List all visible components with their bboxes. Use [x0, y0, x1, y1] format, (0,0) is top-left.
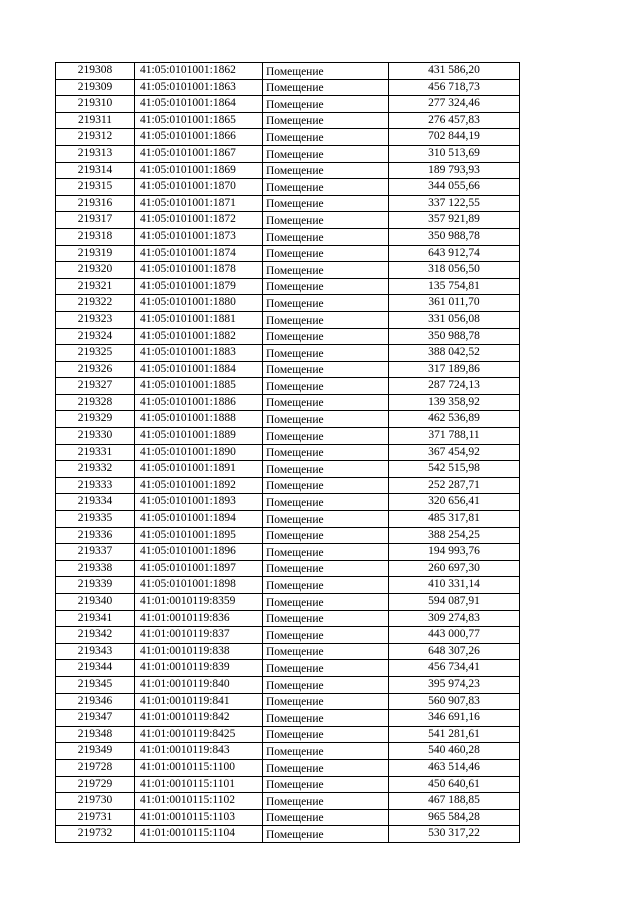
cadastral-number-cell: 41:05:0101001:1872: [135, 212, 263, 229]
row-number-cell: 219337: [56, 544, 135, 561]
value-cell: 135 754,81: [389, 278, 520, 295]
value-cell: 643 912,74: [389, 245, 520, 262]
cadastral-number-cell: 41:05:0101001:1865: [135, 112, 263, 129]
cadastral-number-cell: 41:01:0010115:1100: [135, 759, 263, 776]
value-cell: 388 254,25: [389, 527, 520, 544]
table-row: [56, 262, 520, 279]
table-row: [56, 96, 520, 113]
table-row: [56, 726, 520, 743]
value-cell: 346 691,16: [389, 710, 520, 727]
value-cell: 318 056,50: [389, 262, 520, 279]
cadastral-number-cell: 41:05:0101001:1869: [135, 162, 263, 179]
row-number-cell: 219347: [56, 710, 135, 727]
object-type-cell: Помещение: [263, 96, 389, 113]
object-type-cell: Помещение: [263, 594, 389, 611]
value-cell: 357 921,89: [389, 212, 520, 229]
object-type-cell: Помещение: [263, 776, 389, 793]
object-type-cell: Помещение: [263, 411, 389, 428]
object-type-cell: Помещение: [263, 278, 389, 295]
cadastral-number-cell: 41:05:0101001:1862: [135, 63, 263, 80]
table-row: [56, 228, 520, 245]
row-number-cell: 219343: [56, 643, 135, 660]
row-number-cell: 219326: [56, 361, 135, 378]
table-row: [56, 361, 520, 378]
row-number-cell: 219729: [56, 776, 135, 793]
cadastral-number-cell: 41:05:0101001:1896: [135, 544, 263, 561]
table-row: [56, 212, 520, 229]
value-cell: 648 307,26: [389, 643, 520, 660]
value-cell: 371 788,11: [389, 428, 520, 445]
value-cell: 965 584,28: [389, 809, 520, 826]
cadastral-number-cell: 41:05:0101001:1893: [135, 494, 263, 511]
object-type-cell: Помещение: [263, 428, 389, 445]
cadastral-number-cell: 41:05:0101001:1873: [135, 228, 263, 245]
cadastral-number-cell: 41:05:0101001:1880: [135, 295, 263, 312]
row-number-cell: 219328: [56, 394, 135, 411]
cadastral-number-cell: 41:01:0010119:843: [135, 743, 263, 760]
table-row: [56, 63, 520, 80]
table-row: [56, 577, 520, 594]
table-row: [56, 610, 520, 627]
row-number-cell: 219324: [56, 328, 135, 345]
value-cell: 540 460,28: [389, 743, 520, 760]
value-cell: 467 188,85: [389, 793, 520, 810]
row-number-cell: 219344: [56, 660, 135, 677]
object-type-cell: Помещение: [263, 477, 389, 494]
row-number-cell: 219323: [56, 311, 135, 328]
table-body: [56, 63, 520, 843]
object-type-cell: Помещение: [263, 826, 389, 843]
cadastral-number-cell: 41:05:0101001:1886: [135, 394, 263, 411]
row-number-cell: 219340: [56, 594, 135, 611]
table-row: [56, 594, 520, 611]
object-type-cell: Помещение: [263, 676, 389, 693]
cadastral-number-cell: 41:05:0101001:1866: [135, 129, 263, 146]
table-row: [56, 278, 520, 295]
cadastral-number-cell: 41:05:0101001:1898: [135, 577, 263, 594]
cadastral-number-cell: 41:01:0010119:838: [135, 643, 263, 660]
row-number-cell: 219342: [56, 627, 135, 644]
row-number-cell: 219341: [56, 610, 135, 627]
cadastral-number-cell: 41:01:0010115:1101: [135, 776, 263, 793]
object-type-cell: Помещение: [263, 394, 389, 411]
row-number-cell: 219309: [56, 79, 135, 96]
cadastral-number-cell: 41:05:0101001:1863: [135, 79, 263, 96]
object-type-cell: Помещение: [263, 378, 389, 395]
table-row: [56, 394, 520, 411]
row-number-cell: 219334: [56, 494, 135, 511]
object-type-cell: Помещение: [263, 162, 389, 179]
row-number-cell: 219315: [56, 179, 135, 196]
value-cell: 287 724,13: [389, 378, 520, 395]
cadastral-number-cell: 41:05:0101001:1878: [135, 262, 263, 279]
value-cell: 189 793,93: [389, 162, 520, 179]
value-cell: 310 513,69: [389, 145, 520, 162]
cadastral-number-cell: 41:01:0010119:837: [135, 627, 263, 644]
table-row: [56, 162, 520, 179]
table-row: [56, 345, 520, 362]
table-row: [56, 544, 520, 561]
object-type-cell: Помещение: [263, 577, 389, 594]
object-type-cell: Помещение: [263, 809, 389, 826]
cadastral-number-cell: 41:05:0101001:1889: [135, 428, 263, 445]
object-type-cell: Помещение: [263, 710, 389, 727]
cadastral-number-cell: 41:01:0010115:1102: [135, 793, 263, 810]
table-row: [56, 527, 520, 544]
value-cell: 260 697,30: [389, 560, 520, 577]
value-cell: 395 974,23: [389, 676, 520, 693]
value-cell: 542 515,98: [389, 461, 520, 478]
object-type-cell: Помещение: [263, 461, 389, 478]
object-type-cell: Помещение: [263, 262, 389, 279]
cadastral-number-cell: 41:05:0101001:1884: [135, 361, 263, 378]
cadastral-number-cell: 41:05:0101001:1874: [135, 245, 263, 262]
object-type-cell: Помещение: [263, 245, 389, 262]
table-row: [56, 826, 520, 843]
row-number-cell: 219332: [56, 461, 135, 478]
object-type-cell: Помещение: [263, 212, 389, 229]
value-cell: 541 281,61: [389, 726, 520, 743]
row-number-cell: 219312: [56, 129, 135, 146]
cadastral-number-cell: 41:01:0010115:1104: [135, 826, 263, 843]
cadastral-number-cell: 41:05:0101001:1891: [135, 461, 263, 478]
table-row: [56, 643, 520, 660]
value-cell: 443 000,77: [389, 627, 520, 644]
row-number-cell: 219314: [56, 162, 135, 179]
table-row: [56, 129, 520, 146]
value-cell: 388 042,52: [389, 345, 520, 362]
value-cell: 431 586,20: [389, 63, 520, 80]
value-cell: 350 988,78: [389, 228, 520, 245]
value-cell: 463 514,46: [389, 759, 520, 776]
row-number-cell: 219308: [56, 63, 135, 80]
table-row: [56, 112, 520, 129]
object-type-cell: Помещение: [263, 527, 389, 544]
object-type-cell: Помещение: [263, 112, 389, 129]
value-cell: 139 358,92: [389, 394, 520, 411]
table-row: [56, 793, 520, 810]
object-type-cell: Помещение: [263, 627, 389, 644]
object-type-cell: Помещение: [263, 295, 389, 312]
row-number-cell: 219318: [56, 228, 135, 245]
object-type-cell: Помещение: [263, 195, 389, 212]
object-type-cell: Помещение: [263, 345, 389, 362]
cadastral-number-cell: 41:05:0101001:1892: [135, 477, 263, 494]
value-cell: 194 993,76: [389, 544, 520, 561]
table-row: [56, 477, 520, 494]
table-row: [56, 511, 520, 528]
cadastral-number-cell: 41:05:0101001:1882: [135, 328, 263, 345]
table-row: [56, 710, 520, 727]
row-number-cell: 219325: [56, 345, 135, 362]
table-row: [56, 693, 520, 710]
value-cell: 410 331,14: [389, 577, 520, 594]
value-cell: 367 454,92: [389, 444, 520, 461]
object-type-cell: Помещение: [263, 361, 389, 378]
row-number-cell: 219346: [56, 693, 135, 710]
row-number-cell: 219313: [56, 145, 135, 162]
table-row: [56, 311, 520, 328]
table-row: [56, 428, 520, 445]
row-number-cell: 219333: [56, 477, 135, 494]
row-number-cell: 219730: [56, 793, 135, 810]
object-type-cell: Помещение: [263, 444, 389, 461]
value-cell: 317 189,86: [389, 361, 520, 378]
value-cell: 320 656,41: [389, 494, 520, 511]
row-number-cell: 219317: [56, 212, 135, 229]
row-number-cell: 219311: [56, 112, 135, 129]
table-row: [56, 79, 520, 96]
value-cell: 530 317,22: [389, 826, 520, 843]
value-cell: 277 324,46: [389, 96, 520, 113]
row-number-cell: 219345: [56, 676, 135, 693]
table-row: [56, 461, 520, 478]
table-row: [56, 145, 520, 162]
object-type-cell: Помещение: [263, 494, 389, 511]
table-row: [56, 743, 520, 760]
row-number-cell: 219320: [56, 262, 135, 279]
table-row: [56, 627, 520, 644]
value-cell: 485 317,81: [389, 511, 520, 528]
row-number-cell: 219316: [56, 195, 135, 212]
row-number-cell: 219331: [56, 444, 135, 461]
row-number-cell: 219336: [56, 527, 135, 544]
table-row: [56, 776, 520, 793]
row-number-cell: 219348: [56, 726, 135, 743]
value-cell: 309 274,83: [389, 610, 520, 627]
cadastral-number-cell: 41:05:0101001:1883: [135, 345, 263, 362]
table-row: [56, 195, 520, 212]
value-cell: 344 055,66: [389, 179, 520, 196]
cadastral-number-cell: 41:05:0101001:1871: [135, 195, 263, 212]
object-type-cell: Помещение: [263, 79, 389, 96]
cadastral-number-cell: 41:01:0010119:841: [135, 693, 263, 710]
cadastral-number-cell: 41:05:0101001:1867: [135, 145, 263, 162]
cadastral-number-cell: 41:01:0010119:836: [135, 610, 263, 627]
row-number-cell: 219728: [56, 759, 135, 776]
row-number-cell: 219310: [56, 96, 135, 113]
value-cell: 331 056,08: [389, 311, 520, 328]
cadastral-number-cell: 41:05:0101001:1897: [135, 560, 263, 577]
cadastral-number-cell: 41:01:0010119:839: [135, 660, 263, 677]
cadastral-number-cell: 41:01:0010115:1103: [135, 809, 263, 826]
value-cell: 560 907,83: [389, 693, 520, 710]
table-row: [56, 328, 520, 345]
object-type-cell: Помещение: [263, 560, 389, 577]
row-number-cell: 219329: [56, 411, 135, 428]
value-cell: 594 087,91: [389, 594, 520, 611]
object-type-cell: Помещение: [263, 759, 389, 776]
object-type-cell: Помещение: [263, 660, 389, 677]
table-row: [56, 378, 520, 395]
cadastral-number-cell: 41:05:0101001:1890: [135, 444, 263, 461]
row-number-cell: 219338: [56, 560, 135, 577]
value-cell: 350 988,78: [389, 328, 520, 345]
cadastral-number-cell: 41:01:0010119:8359: [135, 594, 263, 611]
table-row: [56, 411, 520, 428]
value-cell: 337 122,55: [389, 195, 520, 212]
row-number-cell: 219322: [56, 295, 135, 312]
object-type-cell: Помещение: [263, 311, 389, 328]
table-row: [56, 245, 520, 262]
value-cell: 456 718,73: [389, 79, 520, 96]
property-table: [55, 62, 520, 843]
object-type-cell: Помещение: [263, 693, 389, 710]
object-type-cell: Помещение: [263, 228, 389, 245]
cadastral-number-cell: 41:05:0101001:1885: [135, 378, 263, 395]
object-type-cell: Помещение: [263, 643, 389, 660]
table-row: [56, 809, 520, 826]
row-number-cell: 219349: [56, 743, 135, 760]
object-type-cell: Помещение: [263, 610, 389, 627]
cadastral-number-cell: 41:05:0101001:1888: [135, 411, 263, 428]
table-row: [56, 560, 520, 577]
row-number-cell: 219731: [56, 809, 135, 826]
table-row: [56, 676, 520, 693]
object-type-cell: Помещение: [263, 511, 389, 528]
row-number-cell: 219327: [56, 378, 135, 395]
object-type-cell: Помещение: [263, 544, 389, 561]
table-row: [56, 494, 520, 511]
value-cell: 456 734,41: [389, 660, 520, 677]
value-cell: 702 844,19: [389, 129, 520, 146]
cadastral-number-cell: 41:05:0101001:1879: [135, 278, 263, 295]
cadastral-number-cell: 41:05:0101001:1895: [135, 527, 263, 544]
row-number-cell: 219732: [56, 826, 135, 843]
cadastral-number-cell: 41:05:0101001:1881: [135, 311, 263, 328]
cadastral-number-cell: 41:05:0101001:1894: [135, 511, 263, 528]
value-cell: 450 640,61: [389, 776, 520, 793]
value-cell: 276 457,83: [389, 112, 520, 129]
table-row: [56, 759, 520, 776]
row-number-cell: 219339: [56, 577, 135, 594]
row-number-cell: 219321: [56, 278, 135, 295]
value-cell: 361 011,70: [389, 295, 520, 312]
object-type-cell: Помещение: [263, 63, 389, 80]
value-cell: 462 536,89: [389, 411, 520, 428]
object-type-cell: Помещение: [263, 793, 389, 810]
table-row: [56, 179, 520, 196]
table-row: [56, 295, 520, 312]
row-number-cell: 219330: [56, 428, 135, 445]
object-type-cell: Помещение: [263, 129, 389, 146]
value-cell: 252 287,71: [389, 477, 520, 494]
cadastral-number-cell: 41:05:0101001:1864: [135, 96, 263, 113]
object-type-cell: Помещение: [263, 743, 389, 760]
table-row: [56, 660, 520, 677]
cadastral-number-cell: 41:01:0010119:840: [135, 676, 263, 693]
table-row: [56, 444, 520, 461]
row-number-cell: 219319: [56, 245, 135, 262]
cadastral-number-cell: 41:01:0010119:842: [135, 710, 263, 727]
object-type-cell: Помещение: [263, 179, 389, 196]
cadastral-number-cell: 41:01:0010119:8425: [135, 726, 263, 743]
object-type-cell: Помещение: [263, 726, 389, 743]
row-number-cell: 219335: [56, 511, 135, 528]
object-type-cell: Помещение: [263, 328, 389, 345]
object-type-cell: Помещение: [263, 145, 389, 162]
cadastral-number-cell: 41:05:0101001:1870: [135, 179, 263, 196]
